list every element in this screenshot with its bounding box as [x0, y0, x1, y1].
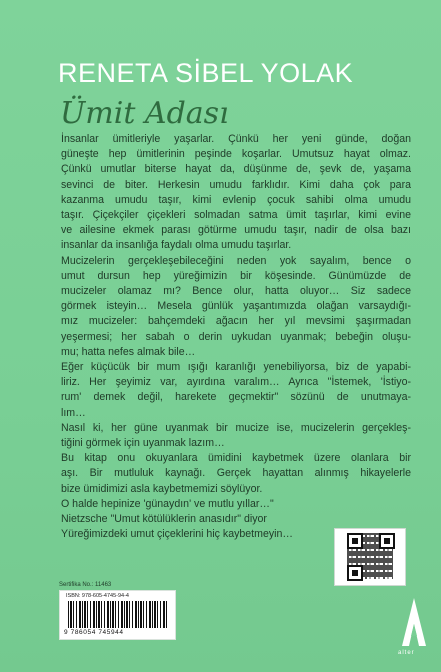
isbn-text: ISBN: 978-605-4745-94-4	[66, 593, 129, 599]
qr-finder-icon	[379, 533, 395, 549]
text-line: rum' demek değil, harekete geçmektir" sözünü de unutmaya-	[61, 391, 411, 404]
author-name: RENETA SİBEL YOLAK	[58, 58, 354, 88]
text-line: kazanma umudu taşır, kimi evlenip çocuk sahibi olma umudu	[61, 193, 411, 206]
book-title: Ümit Adası	[60, 96, 229, 131]
barcode-number: 9 786054 745944	[64, 629, 124, 636]
text-line: lım…	[61, 406, 86, 419]
qr-finder-icon	[347, 565, 363, 581]
text-line: O halde hepinize 'günaydın' ve mutlu yıllar…"	[61, 497, 274, 510]
text-line: tiğini görmek için uyanmak lazım…	[61, 437, 225, 450]
qr-finder-icon	[347, 533, 363, 549]
text-line: güneşte hep ümitlerinin peşinde koşarlar. Umutsuz hayat olmaz.	[61, 148, 411, 161]
text-line: mu; hatta nefes almak bile…	[61, 345, 196, 358]
certificate-number: Sertifika No.: 11463	[59, 582, 112, 588]
text-line: bize ümidimizi asla kaybetmemizi söylüyor.	[61, 482, 263, 495]
text-line: Mucizelerin gerçekleşebileceğini neden yok sayalım, bence o	[61, 254, 411, 267]
text-line: Bu kitap onu okuyanlara ümidini kaybetmek üzere olanlara bir	[61, 452, 411, 465]
text-line: Eğer küçücük bir mum ışığı karanlığı yenebiliyorsa, biz de yapabi-	[61, 361, 411, 374]
text-line: Nasıl ki, her güne uyanmak bir mucize ise, mucizelerin gerçekleş-	[61, 421, 411, 434]
publisher-logo-icon	[400, 596, 428, 652]
text-line: ve ailesine ekmek parası götürme umudu taşır, nadir de olsa bazı	[61, 224, 411, 237]
text-line: Çünkü umutlar biterse hayat da, düşünme de, şevk de, yaşama	[61, 163, 411, 176]
text-line: Yüreğimizdeki umut çiçeklerini hiç kaybetmeyin…	[61, 528, 293, 541]
blurb-text	[61, 132, 411, 542]
text-line: mucizeler olamaz mı? Bence olur, hatta oluyor… Siz sadece	[61, 285, 411, 298]
barcode	[59, 590, 176, 640]
text-line: yeşermesi; her sabah o derin uykudan uyanmak; bebeğin oluşu-	[61, 330, 411, 343]
text-line: umut dursun hep yüreğimizin bir köşesinde. Günümüzde de	[61, 269, 411, 282]
barcode-bars	[68, 601, 168, 628]
text-line: İnsanlar ümitleriyle yaşarlar. Çünkü her yeni günde, doğan	[61, 133, 411, 145]
text-line: liriz. Her şeyimiz var, ayırdına varalım… Ayrıca "İstemek, 'İstiyo-	[61, 376, 411, 389]
text-line: taşır. Çiçekçiler çiçekleri solmadan satma ümit taşırlar, kimi evine	[61, 209, 411, 222]
text-line: mız mucizeler: bahçemdeki ağacın her yıl mevsimi şaşırmadan	[61, 315, 411, 328]
qr-code	[334, 528, 406, 586]
text-line: aşı. Bir mutluluk kaynağı. Gerçek hayattan alınmış hikayelerle	[61, 467, 411, 480]
text-line: sevinci de biter. Herkesin umudu farklıdır. Kimi daha çok para	[61, 178, 411, 191]
text-line: Nietzsche "Umut kötülüklerin anasıdır" diyor	[61, 513, 267, 526]
publisher-logo-text: alter	[398, 650, 415, 656]
text-line: görmek isteyin… Mesela günlük yaşantımızda olağan varsaydığı-	[61, 300, 411, 313]
text-line: insanlar da insanlığa faydalı olma umudu taşırlar.	[61, 239, 292, 252]
